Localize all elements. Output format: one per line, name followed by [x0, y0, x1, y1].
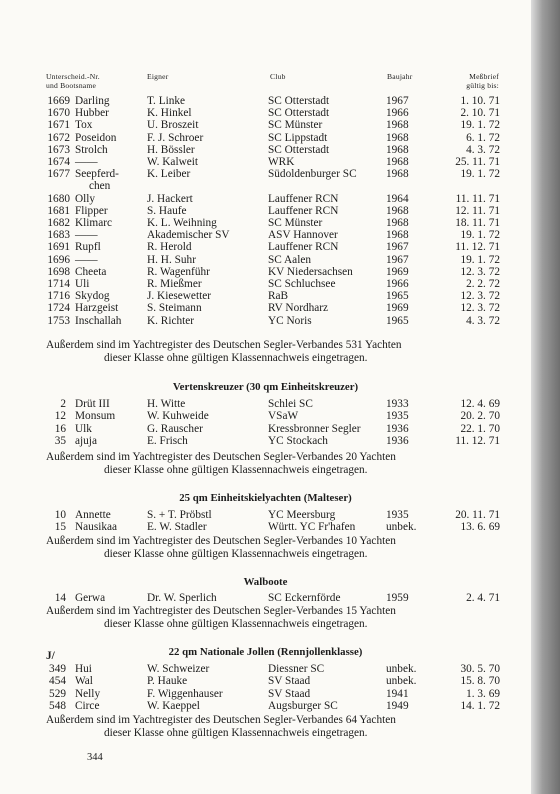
boat-number: 1680	[47, 192, 70, 205]
build-year: 1969	[386, 265, 409, 278]
note-vertenskreuzer-line2: dieser Klasse ohne gültigen Klassennachweis eingetragen.	[104, 464, 368, 476]
note-malteser-line2: dieser Klasse ohne gültigen Klassennachweis eingetragen.	[104, 548, 368, 560]
owner: F. Wiggenhauser	[147, 687, 223, 700]
valid-until: 12. 3. 72	[460, 290, 500, 303]
table-row	[0, 675, 531, 688]
table-row	[0, 205, 531, 218]
boat-number: 1696	[47, 253, 70, 266]
boat-name: Ulk	[75, 422, 92, 435]
valid-until: 1. 3. 69	[466, 687, 500, 700]
valid-until: 19. 1. 72	[460, 253, 500, 266]
owner: K. L. Weihning	[147, 217, 217, 229]
header-nr-line1: Unterscheid.-Nr.	[46, 72, 100, 81]
valid-until: 6. 1. 72	[466, 131, 500, 144]
boat-name: Harzgeist	[75, 302, 119, 315]
owner: S. Haufe	[147, 204, 187, 217]
table-row	[0, 193, 531, 206]
boat-number: 1673	[47, 143, 70, 156]
note-vertenskreuzer-line1: Außerdem sind im Yachtregister des Deutschen Segler-Verbandes 20 Yachten	[46, 451, 396, 463]
owner: K. Leiber	[147, 168, 191, 181]
valid-until: 11. 11. 71	[455, 192, 500, 205]
build-year: 1969	[386, 302, 409, 315]
owner: K. Hinkel	[147, 107, 192, 120]
club: Lauffener RCN	[268, 241, 339, 254]
boat-name: Seepferd-	[75, 168, 119, 181]
owner: K. Richter	[147, 314, 195, 327]
header-valid-line2: gültig bis:	[466, 81, 499, 90]
table-row	[0, 266, 531, 279]
note-main-line2: dieser Klasse ohne gültigen Klassennachweis eingetragen.	[104, 352, 368, 364]
boat-number: 1677	[47, 168, 70, 181]
club: SC Otterstadt	[268, 107, 330, 120]
club: SC Otterstadt	[268, 143, 330, 156]
table-row	[0, 663, 531, 676]
owner: T. Linke	[147, 95, 186, 107]
boat-number: 1670	[47, 107, 70, 120]
boat-name: ——	[75, 253, 98, 266]
note-jollen-line1: Außerdem sind im Yachtregister des Deutschen Segler-Verbandes 64 Yachten	[46, 714, 396, 726]
club: SC Münster	[268, 119, 323, 132]
table-row	[0, 435, 531, 448]
valid-until: 30. 5. 70	[460, 663, 500, 675]
table-row	[0, 132, 531, 145]
boat-name-continuation: chen	[89, 180, 111, 193]
boat-name: Uli	[75, 278, 90, 290]
boat-number: 1714	[47, 278, 70, 290]
boat-name: Drüt III	[75, 398, 110, 410]
build-year: 1967	[386, 253, 409, 266]
build-year: 1959	[386, 592, 409, 604]
club: SC Eckernförde	[268, 592, 341, 604]
boat-name: Flipper	[75, 204, 108, 217]
valid-until: 2. 2. 72	[466, 278, 500, 290]
build-year: unbek.	[386, 521, 417, 534]
page-number: 344	[87, 752, 103, 763]
club: VSaW	[268, 410, 299, 423]
build-year: 1936	[386, 434, 409, 447]
build-year: 1968	[386, 143, 409, 156]
note-main-line1: Außerdem sind im Yachtregister des Deutschen Segler-Verbandes 531 Yachten	[46, 339, 402, 351]
boat-number: 2	[60, 398, 66, 410]
owner: W. Schweizer	[147, 663, 210, 675]
valid-until: 15. 8. 70	[460, 675, 500, 688]
note-walboote-line2: dieser Klasse ohne gültigen Klassennachweis eingetragen.	[104, 618, 368, 630]
build-year: 1968	[386, 131, 409, 144]
owner: P. Hauke	[147, 675, 188, 688]
boat-name: Cheeta	[75, 265, 107, 278]
valid-until: 4. 3. 72	[466, 314, 500, 327]
table-row	[0, 290, 531, 303]
boat-number: 349	[49, 663, 66, 675]
build-year: 1964	[386, 192, 409, 205]
boat-name: Inschallah	[75, 314, 122, 327]
build-year: 1967	[386, 95, 409, 107]
boat-name: Nausikaa	[75, 521, 118, 534]
club: Südoldenburger SC	[268, 168, 357, 181]
build-year: unbek.	[386, 663, 417, 675]
boat-name: Hubber	[75, 107, 109, 120]
section-heading-jollen: 22 qm Nationale Jollen (Rennjollenklasse)	[168, 646, 363, 658]
boat-number: 14	[54, 592, 66, 604]
boat-name: Annette	[75, 509, 111, 521]
build-year: 1965	[386, 314, 409, 327]
owner: H. Witte	[147, 398, 186, 410]
table-row	[0, 119, 531, 132]
club: Württ. YC Fr'hafen	[268, 521, 356, 534]
table-row	[0, 278, 531, 291]
section-heading-walboote: Walboote	[243, 576, 288, 588]
class-prefix: J/	[46, 650, 55, 662]
club: RaB	[268, 290, 289, 303]
build-year: 1967	[386, 241, 409, 254]
header-nr-line2: und Bootsname	[46, 81, 97, 90]
boat-number: 1682	[47, 217, 70, 229]
boat-name: Circe	[75, 699, 100, 712]
owner: E. Frisch	[147, 434, 188, 447]
boat-name: ——	[75, 156, 98, 168]
section-heading-vertenskreuzer: Vertenskreuzer (30 qm Einheitskreuzer)	[172, 381, 359, 393]
club: YC Noris	[268, 314, 312, 327]
build-year: 1936	[386, 422, 409, 435]
valid-until: 14. 1. 72	[460, 699, 500, 712]
build-year: 1968	[386, 204, 409, 217]
owner: G. Rauscher	[147, 422, 203, 435]
build-year: 1935	[386, 410, 409, 423]
boat-name: Poseidon	[75, 131, 117, 144]
owner: S. Steimann	[147, 302, 202, 315]
header-valid-line1: Meßbrief	[469, 72, 499, 81]
table-row	[0, 95, 531, 108]
club: SV Staad	[268, 675, 311, 688]
build-year: 1935	[386, 509, 409, 521]
club: YC Meersburg	[268, 509, 336, 521]
club: Lauffener RCN	[268, 192, 339, 205]
build-year: 1966	[386, 278, 409, 290]
club: ASV Hannover	[268, 229, 338, 242]
club: SC Otterstadt	[268, 95, 330, 107]
table-row	[0, 229, 531, 242]
boat-number: 1672	[47, 131, 70, 144]
table-row	[0, 107, 531, 120]
build-year: 1968	[386, 217, 409, 229]
valid-until: 22. 1. 70	[460, 422, 500, 435]
table-row	[0, 168, 531, 181]
build-year: 1966	[386, 107, 409, 120]
boat-number: 454	[49, 675, 66, 688]
club: SC Schluchsee	[268, 278, 336, 290]
header-year: Baujahr	[387, 72, 413, 81]
boat-name: ajuja	[75, 434, 97, 447]
boat-number: 1669	[47, 95, 70, 107]
boat-number: 35	[54, 434, 66, 447]
valid-until: 2. 10. 71	[460, 107, 500, 120]
build-year: 1968	[386, 229, 409, 242]
owner: U. Broszeit	[147, 119, 199, 132]
boat-name: Hui	[75, 663, 92, 675]
table-row	[0, 315, 531, 328]
club: Schlei SC	[268, 398, 313, 410]
valid-until: 19. 1. 72	[460, 229, 500, 242]
build-year: 1949	[386, 699, 409, 712]
boat-number: 1681	[47, 204, 70, 217]
build-year: 1941	[386, 687, 409, 700]
valid-until: 11. 12. 71	[455, 434, 500, 447]
build-year: 1968	[386, 119, 409, 132]
valid-until: 20. 2. 70	[460, 410, 500, 423]
owner: W. Kaeppel	[147, 699, 200, 712]
club: Diessner SC	[268, 663, 325, 675]
valid-until: 20. 11. 71	[455, 509, 500, 521]
boat-number: 1674	[47, 156, 70, 168]
table-row	[0, 410, 531, 423]
club: KV Niedersachsen	[268, 265, 353, 278]
boat-name: Rupfl	[75, 241, 101, 254]
book-gutter	[531, 0, 560, 794]
build-year: 1968	[386, 156, 409, 168]
boat-name: ——	[75, 229, 98, 242]
owner: R. Mießmer	[147, 278, 202, 290]
build-year: 1968	[386, 168, 409, 181]
club: Augsburger SC	[268, 699, 338, 712]
boat-name: Wal	[75, 675, 93, 688]
boat-number: 1724	[47, 302, 70, 315]
valid-until: 12. 3. 72	[460, 265, 500, 278]
boat-name: Nelly	[75, 687, 101, 700]
table-row	[0, 521, 531, 534]
club: RV Nordharz	[268, 302, 329, 315]
boat-name: Strolch	[75, 143, 108, 156]
boat-name: Klimarc	[75, 217, 113, 229]
owner: R. Herold	[147, 241, 192, 254]
owner: F. J. Schroer	[147, 131, 204, 144]
note-malteser-line1: Außerdem sind im Yachtregister des Deutschen Segler-Verbandes 10 Yachten	[46, 535, 396, 547]
club: YC Stockach	[268, 434, 328, 447]
club: SC Münster	[268, 217, 323, 229]
boat-number: 1671	[47, 119, 70, 132]
valid-until: 19. 1. 72	[460, 168, 500, 181]
owner: W. Kalweit	[147, 156, 199, 168]
owner: R. Wagenführ	[147, 265, 210, 278]
valid-until: 12. 4. 69	[460, 398, 500, 410]
table-row	[0, 156, 531, 169]
owner: S. + T. Pröbstl	[147, 509, 212, 521]
owner: J. Kiesewetter	[147, 290, 211, 303]
club: SC Lippstadt	[268, 131, 328, 144]
header-club: Club	[270, 72, 286, 81]
boat-number: 1698	[47, 265, 70, 278]
table-row	[0, 217, 531, 230]
valid-until: 12. 3. 72	[460, 302, 500, 315]
boat-name: Tox	[75, 119, 93, 132]
table-row	[0, 302, 531, 315]
owner: Akademischer SV	[147, 229, 230, 242]
boat-name: Skydog	[75, 290, 110, 303]
boat-name: Darling	[75, 95, 110, 107]
boat-name: Gerwa	[75, 592, 106, 604]
valid-until: 18. 11. 71	[455, 217, 500, 229]
owner: W. Kuhweide	[147, 410, 209, 423]
boat-number: 15	[54, 521, 66, 534]
owner: J. Hackert	[147, 192, 193, 205]
boat-number: 12	[54, 410, 66, 423]
build-year: 1933	[386, 398, 409, 410]
boat-name: Olly	[75, 192, 96, 205]
boat-number: 1691	[47, 241, 70, 254]
table-row	[0, 254, 531, 267]
table-row	[0, 144, 531, 157]
owner: H. H. Suhr	[147, 253, 196, 266]
boat-number: 1753	[47, 314, 70, 327]
valid-until: 2. 4. 71	[466, 592, 500, 604]
valid-until: 12. 11. 71	[455, 204, 500, 217]
boat-number: 548	[49, 699, 66, 712]
table-row	[0, 423, 531, 436]
table-row	[0, 241, 531, 254]
build-year: 1965	[386, 290, 409, 303]
club: Kressbronner Segler	[268, 422, 361, 435]
note-walboote-line1: Außerdem sind im Yachtregister des Deutschen Segler-Verbandes 15 Yachten	[46, 605, 396, 617]
owner: H. Bössler	[147, 143, 195, 156]
valid-until: 4. 3. 72	[466, 143, 500, 156]
boat-number: 1716	[47, 290, 70, 303]
valid-until: 11. 12. 71	[455, 241, 500, 254]
boat-number: 10	[54, 509, 66, 521]
table-row	[0, 592, 531, 605]
table-row	[0, 509, 531, 522]
club: Lauffener RCN	[268, 204, 339, 217]
boat-number: 529	[49, 687, 66, 700]
note-jollen-line2: dieser Klasse ohne gültigen Klassennachweis eingetragen.	[104, 727, 368, 739]
owner: E. W. Stadler	[147, 521, 207, 534]
valid-until: 13. 6. 69	[460, 521, 500, 534]
valid-until: 1. 10. 71	[460, 95, 500, 107]
table-row-continuation	[0, 180, 531, 193]
club: SC Aalen	[268, 253, 311, 266]
boat-number: 1683	[47, 229, 70, 242]
owner: Dr. W. Sperlich	[147, 592, 217, 604]
table-row	[0, 398, 531, 411]
table-row	[0, 688, 531, 701]
valid-until: 25. 11. 71	[455, 156, 500, 168]
valid-until: 19. 1. 72	[460, 119, 500, 132]
boat-number: 16	[54, 422, 66, 435]
table-row	[0, 700, 531, 713]
header-owner: Eigner	[147, 72, 169, 81]
section-heading-malteser: 25 qm Einheitskielyachten (Malteser)	[179, 492, 352, 504]
boat-name: Monsum	[75, 410, 116, 423]
build-year: unbek.	[386, 675, 417, 688]
club: WRK	[268, 156, 295, 168]
club: SV Staad	[268, 687, 311, 700]
